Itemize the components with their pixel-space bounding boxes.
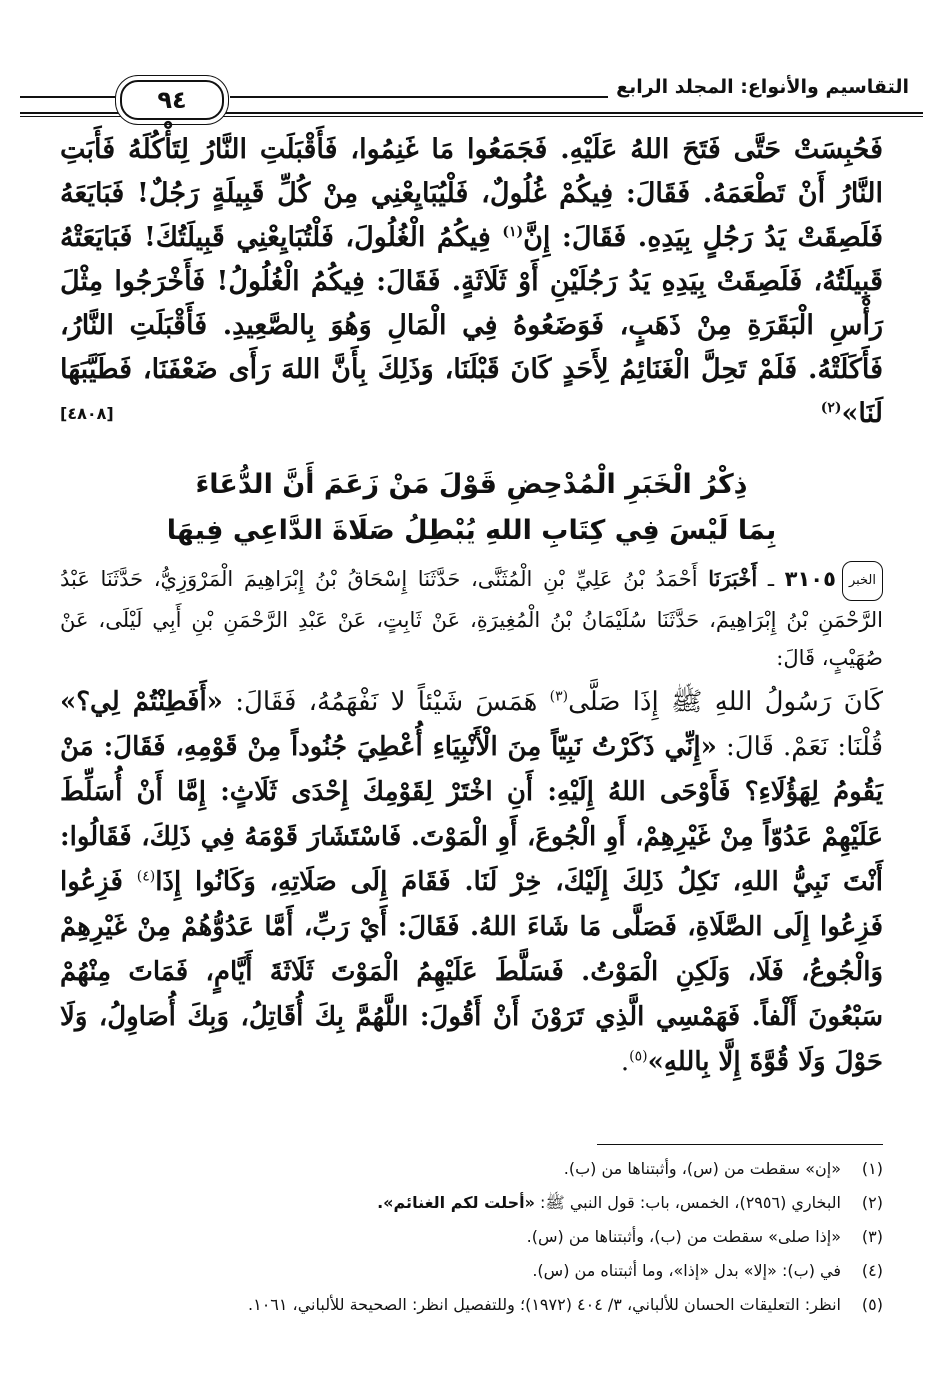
footnote-marker-2: (٢) xyxy=(820,400,842,416)
akhbarana-word: أَخْبَرَنَا xyxy=(708,566,758,591)
footnote-item xyxy=(60,1288,883,1322)
footnote-item xyxy=(60,1220,883,1254)
paragraph-continuation xyxy=(60,128,883,436)
matn-part-d: قُلْنَا: نَعَمْ. قَالَ: xyxy=(716,732,883,762)
isnad-text: أَحْمَدُ بْنُ عَلِيِّ بْنِ الْمُثَنَّى، حَدَّثَنَا إِسْحَاقُ بْنُ إِبْرَاهِيمَ الْمَرْوَزِيُّ، حَدَّثَنَا عَبْدُ الرَّحْمَنِ بْنُ إِبْرَاهِيمَ، حَدَّثَنَا سُلَيْمَانُ بْنُ الْمُغِيرَةِ، عَنْ ثَابِتٍ، عَنْ عَبْدِ الرَّحْمَنِ بْنِ أَبِي لَيْلَى، عَنْ صُهَيْبٍ، قَالَ: xyxy=(60,567,883,670)
paragraph-text-cont: فِيكُمُ الْغُلُولَ، فَلْتُبَايِعْنِي قَبِيلَتُكَ! فَبَايَعَتْهُ قَبِيلَتُهُ، فَلَصِقَتْ بِيَدِهِ يَدُ رَجُلَيْنِ أَوْ ثَلَاثَةٍ. فَقَالَ: فِيكُمُ الْغُلُولُ! فَأَخْرَجُوا مِثْلَ رَأْسِ الْبَقَرَةِ مِنْ ذَهَبٍ، فَوَضَعُوهُ فِي الْمَالِ وَهُوَ بِالصَّعِيدِ. فَأَقْبَلَتِ النَّارُ، فَأَكَلَتْهُ. فَلَمْ تَحِلَّ الْغَنَائِمُ لِأَحَدٍ كَانَ قَبْلَنَا، وَذَلِكَ بِأَنَّ اللهَ رَأَى ضَعْفَنَا، فَطَيَّبَهَا لَنَا» xyxy=(60,222,883,429)
chapter-heading-line2: بِمَا لَيْسَ فِي كِتَابِ اللهِ يُبْطِلُ صَلَاةَ الدَّاعِي فِيهَا xyxy=(166,515,777,546)
khabar-badge-icon: الخبر xyxy=(842,561,883,601)
footnote-text: البخاري (٢٩٥٦)، الخمس، باب: قول النبي ﷺ: xyxy=(534,1193,841,1212)
footnote-number: (٢) xyxy=(861,1193,883,1212)
footnote-marker-4: (٤) xyxy=(136,868,156,885)
footnote-bold-text: «أحلت لكم الغنائم». xyxy=(377,1193,535,1212)
matn-part-b: هَمَسَ شَيْئاً لا نَفْهَمُهُ، فَقَالَ: xyxy=(222,687,550,717)
matn-part-e: «إِنِّي ذَكَرْتُ نَبِيّاً مِنَ الْأَنْبِيَاءِ أُعْطِيَ جُنُوداً مِنْ قَوْمِهِ، فَقَالَ: مَنْ يَقُومُ لِهَؤُلَاءِ؟ فَأَوْحَى اللهُ إِلَيْهِ: أَنِ اخْتَرْ لِقَوْمِكَ إِحْدَى ثَلَاثٍ: إِمَّا أَنْ أُسَلِّطَ عَلَيْهِمْ عَدُوّاً مِنْ غَيْرِهِمْ، أَوِ الْجُوعَ، أَوِ الْمَوْتَ. فَاسْتَشَارَ قَوْمَهُ فِي ذَلِكَ، فَقَالُوا: أَنْتَ نَبِيُّ اللهِ، نَكِلُ ذَلِكَ إِلَيْكَ، خِرْ لَنَا. فَقَامَ إِلَى صَلَاتِهِ، وَكَانُوا إِذَا xyxy=(60,732,883,897)
footnote-text: في (ب): «إلا» بدل «إذا»، وما أثبتناه من (س). xyxy=(532,1261,841,1280)
footnote-number: (١) xyxy=(861,1159,883,1178)
footnote-number: (٤) xyxy=(861,1261,883,1280)
chapter-heading-line1: ذِكْرُ الْخَبَرِ الْمُدْحِضِ قَوْلَ مَنْ زَعَمَ أَنَّ الدُّعَاءَ xyxy=(195,469,748,500)
footnote-item xyxy=(60,1254,883,1288)
footnote-marker-3: (٣) xyxy=(549,688,569,705)
footnote-marker-1: (١) xyxy=(502,224,524,240)
matn-part-c: «أَفَطِنْتُمْ لِي؟» xyxy=(60,687,223,717)
footnotes xyxy=(60,1152,883,1322)
hadith-dash: ـ xyxy=(757,567,785,591)
footnote-number: (٣) xyxy=(861,1227,883,1246)
footnote-item xyxy=(60,1186,883,1220)
footnote-number: (٥) xyxy=(861,1295,883,1314)
matn-part-f: فَزِعُوا فَزِعُوا إِلَى الصَّلَاةِ، فَصَلَّى مَا شَاءَ اللهُ. فَقَالَ: أَيْ رَبِّ، أَمَّا عَدُوُّهُمْ مِنْ غَيْرِهِمْ وَالْجُوعُ، فَلَا، وَلَكِنِ الْمَوْتُ. فَسَلَّطَ عَلَيْهِمُ الْمَوْتَ ثَلَاثَةَ أَيَّامٍ، فَمَاتَ مِنْهُمْ سَبْعُونَ أَلْفاً. فَهَمْسِي الَّذِي تَرَوْنَ أَنْ أَقُولَ: اللَّهُمَّ بِكَ أُقَاتِلُ، وَبِكَ أُصَاوِلُ، وَلَا حَوْلَ وَلَا قُوَّةَ إِلَّا بِاللهِ» xyxy=(60,867,883,1077)
matn-end: . xyxy=(620,1047,630,1077)
footnote-text: «إذا صلى» سقطت من (ب)، وأثبتناها من (س). xyxy=(526,1227,841,1246)
page-header xyxy=(20,62,923,122)
footnote-separator xyxy=(597,1144,883,1145)
header-line-left xyxy=(20,96,115,98)
page-number-frame xyxy=(120,80,224,120)
hadith-matn xyxy=(60,680,883,1085)
footnote-item xyxy=(60,1152,883,1186)
hadith-isnad xyxy=(60,560,883,677)
paragraph-text: فَحُبِسَتْ حَتَّى فَتَحَ اللهُ عَلَيْهِ. فَجَمَعُوا مَا غَنِمُوا، فَأَقْبَلَتِ النَّارُ لِتَأْكُلَهُ فَأَبَتِ النَّارُ أَنْ تَطْعَمَهُ. فَقَالَ: فِيكُمْ غُلُولٌ، فَلْيُبَايِعْنِي مِنْ كُلِّ قَبِيلَةٍ رَجُلٌ! فَبَايَعَهُ فَلَصِقَتْ يَدُ رَجُلٍ بِيَدِهِ. فَقَالَ: إِنَّ xyxy=(60,134,883,253)
matn-part-a: كَانَ رَسُولُ اللهِ ﷺ إِذَا صَلَّى xyxy=(568,687,883,717)
footnote-text: انظر: التعليقات الحسان للألباني، ٣/ ٤٠٤ (١٩٧٢)؛ وللتفصيل انظر: الصحيحة للألباني، ١٠٦١. xyxy=(248,1295,841,1314)
page-number: ٩٤ xyxy=(157,86,187,114)
hadith-number: ٣١٠٥ xyxy=(784,567,836,591)
footnote-text-wrap xyxy=(60,1186,841,1220)
footnote-marker-5: (٥) xyxy=(629,1048,648,1065)
footnote-text: «إن» سقطت من (س)، وأثبتناها من (ب). xyxy=(563,1159,841,1178)
reference-number: [٤٨٠٨] xyxy=(60,404,114,423)
running-title: التقاسيم والأنواع: المجلد الرابع xyxy=(608,76,909,98)
